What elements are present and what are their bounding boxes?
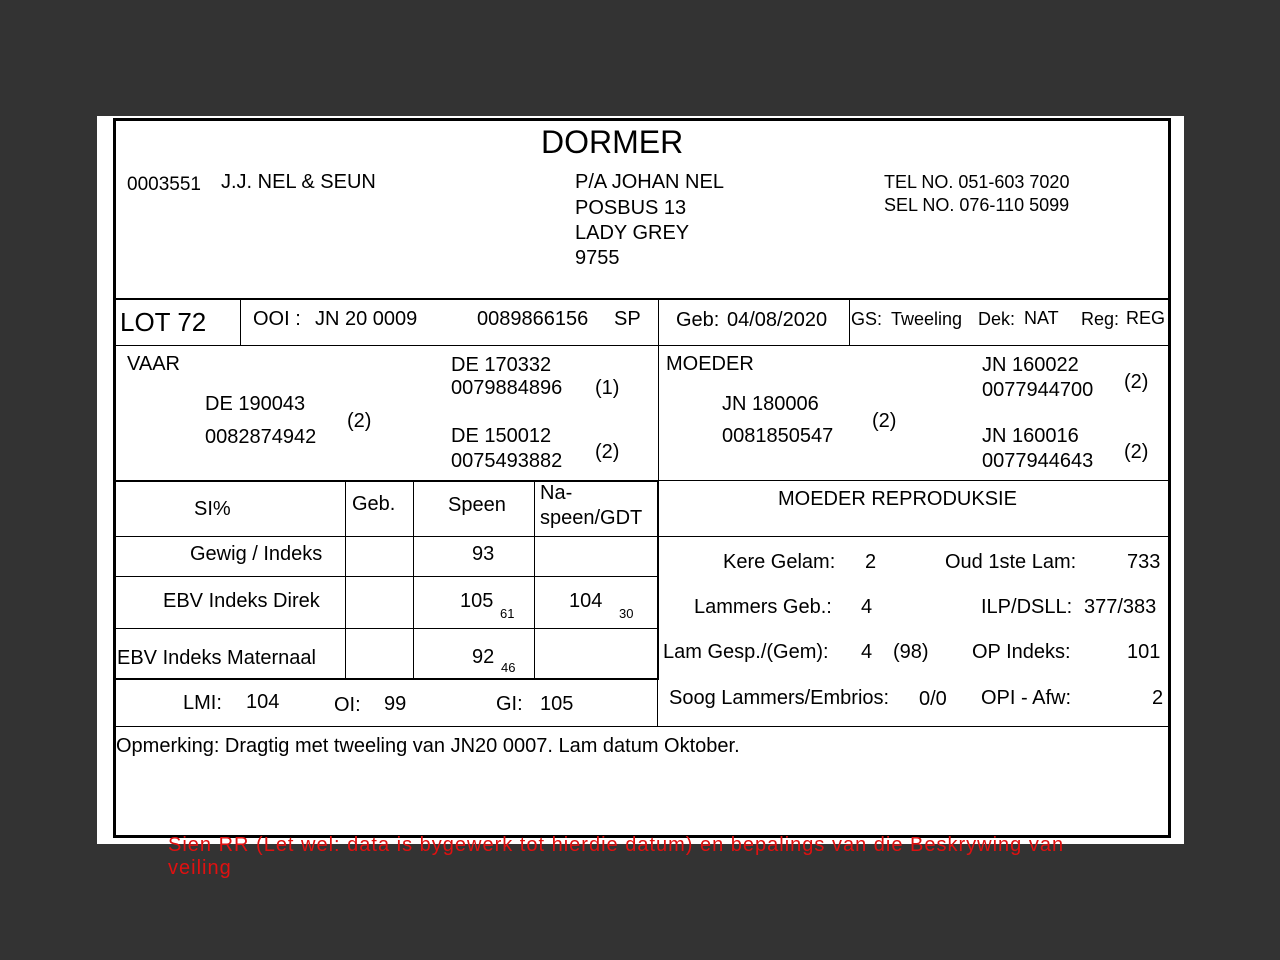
row-maternal-speen: 92 <box>472 646 495 668</box>
dam-dam-grade: (2) <box>1124 441 1149 463</box>
owner-tel: TEL NO. 051-603 7020 <box>884 172 1070 192</box>
soog-value: 0/0 <box>919 688 947 710</box>
divider <box>115 480 659 482</box>
row-label-ebv-direct: EBV Indeks Direk <box>163 590 320 612</box>
row-direct-naspeen: 104 <box>569 590 603 612</box>
owner-sel: SEL NO. 076-110 5099 <box>884 195 1070 215</box>
lmi-label: LMI: <box>183 692 222 714</box>
opi-label: OPI - Afw: <box>981 687 1072 709</box>
divider <box>115 536 1171 537</box>
gs-label: GS: <box>851 309 883 329</box>
kere-value: 2 <box>865 551 877 573</box>
geb-header: Geb. <box>352 493 396 515</box>
dam-sire-number: 0077944700 <box>982 379 1094 401</box>
ooi-id: JN 20 0009 <box>315 308 418 330</box>
dam-sire-id: JN 160022 <box>982 354 1079 376</box>
gi-label: GI: <box>496 693 523 715</box>
dam-sire-grade: (2) <box>1124 371 1149 393</box>
row-label-weight: Gewig / Indeks <box>190 543 323 565</box>
ooi-label: OOI : <box>253 308 301 330</box>
divider <box>115 576 658 577</box>
dam-dam-id: JN 160016 <box>982 425 1079 447</box>
gesp-average: (98) <box>893 641 929 663</box>
divider <box>657 680 658 726</box>
lammers-value: 4 <box>861 596 873 618</box>
divider <box>658 299 659 345</box>
birth-date: 04/08/2020 <box>727 309 828 331</box>
dam-label: MOEDER <box>666 353 754 375</box>
sire-sire-id: DE 170332 <box>451 354 552 376</box>
opi-value: 2 <box>1152 687 1164 709</box>
lot-number: LOT 72 <box>120 307 207 337</box>
dek-label: Dek: <box>978 309 1016 329</box>
reproduction-title: MOEDER REPRODUKSIE <box>778 488 1017 510</box>
divider <box>849 299 850 345</box>
op-label: OP Indeks: <box>972 641 1071 663</box>
birth-label: Geb: <box>676 309 720 331</box>
row-maternal-speen-accuracy: 46 <box>501 660 516 675</box>
gi-value: 105 <box>540 693 574 715</box>
ewe-reg-number: 0089866156 <box>477 308 589 330</box>
oi-label: OI: <box>334 694 361 716</box>
sire-number: 0082874942 <box>205 426 317 448</box>
gesp-value: 4 <box>861 641 873 663</box>
divider <box>345 481 346 679</box>
row-label-ebv-maternal: EBV Indeks Maternaal <box>117 647 316 669</box>
naspeen-header-line-1: Na- <box>540 482 573 504</box>
dek-value: NAT <box>1024 308 1059 328</box>
row-direct-speen: 105 <box>460 590 494 612</box>
sire-label: VAAR <box>127 353 180 375</box>
divider <box>534 481 535 679</box>
op-value: 101 <box>1127 641 1161 663</box>
divider <box>657 481 659 680</box>
si-header: SI% <box>194 498 231 520</box>
divider <box>240 299 241 345</box>
divider <box>115 726 1171 727</box>
divider <box>115 678 659 680</box>
divider <box>115 345 1171 346</box>
divider <box>413 481 414 679</box>
sire-dam-id: DE 150012 <box>451 425 552 447</box>
breed-title: DORMER <box>541 124 684 160</box>
oud-value: 733 <box>1127 551 1161 573</box>
sire-sire-grade: (1) <box>595 377 620 399</box>
gesp-label: Lam Gesp./(Gem): <box>663 641 829 663</box>
dam-grade: (2) <box>872 410 897 432</box>
sire-dam-grade: (2) <box>595 441 620 463</box>
ewe-grade: SP <box>614 308 641 330</box>
owner-address-line-2: POSBUS 13 <box>575 197 687 219</box>
dam-number: 0081850547 <box>722 425 834 447</box>
reg-label: Reg: <box>1081 309 1120 329</box>
row-weight-speen: 93 <box>472 543 495 565</box>
row-direct-naspeen-accuracy: 30 <box>619 606 634 621</box>
divider <box>115 628 658 629</box>
soog-label: Soog Lammers/Embrios: <box>669 687 890 709</box>
owner-address-line-1: P/A JOHAN NEL <box>575 171 724 193</box>
ilp-label: ILP/DSLL: <box>981 596 1073 618</box>
footer-note-clipped <box>168 834 1128 879</box>
row-direct-speen-accuracy: 61 <box>500 606 515 621</box>
sire-grade: (2) <box>347 410 372 432</box>
kere-label: Kere Gelam: <box>723 551 836 573</box>
reg-value: REG <box>1126 308 1166 328</box>
remark: Opmerking: Dragtig met tweeling van JN20 0007. Lam datum Oktober. <box>116 735 740 757</box>
naspeen-header-line-2: speen/GDT <box>540 507 643 529</box>
dam-id: JN 180006 <box>722 393 819 415</box>
lmi-value: 104 <box>246 691 280 713</box>
footer-note-text: Sien RR (Let wel: data is bygewerk tot hierdie datum) en bepalings van die Beskrywing van veiling <box>168 834 1065 879</box>
oi-value: 99 <box>384 693 407 715</box>
owner-name: J.J. NEL & SEUN <box>221 171 376 193</box>
ilp-value: 377/383 <box>1084 596 1157 618</box>
divider <box>115 298 1171 300</box>
dam-dam-number: 0077944643 <box>982 450 1094 472</box>
divider <box>659 480 1171 481</box>
speen-header: Speen <box>448 494 506 516</box>
sire-id: DE 190043 <box>205 393 306 415</box>
owner-code: 0003551 <box>127 174 201 195</box>
owner-address-line-4: 9755 <box>575 247 620 269</box>
oud-label: Oud 1ste Lam: <box>945 551 1077 573</box>
divider <box>658 346 659 480</box>
sire-sire-number: 0079884896 <box>451 377 563 399</box>
owner-address-line-3: LADY GREY <box>575 222 690 244</box>
gs-value: Tweeling <box>891 309 963 329</box>
lammers-label: Lammers Geb.: <box>694 596 832 618</box>
sire-dam-number: 0075493882 <box>451 450 563 472</box>
